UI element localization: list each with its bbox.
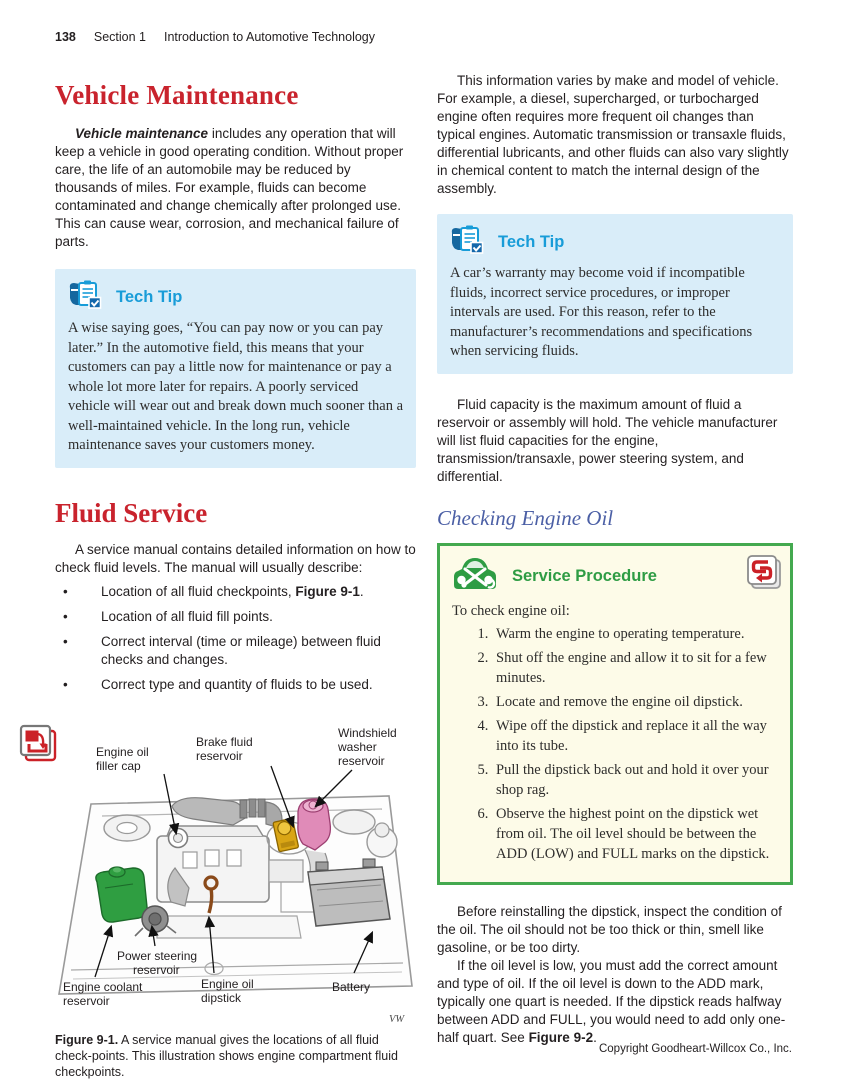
section-label: Section 1 xyxy=(93,30,146,44)
heading-checking-engine-oil: Checking Engine Oil xyxy=(437,505,614,530)
bold-term: Vehicle maintenance xyxy=(75,126,209,141)
paragraph-text: . xyxy=(593,1029,597,1045)
step-item: 1. Warm the engine to operating temperature. xyxy=(492,624,778,644)
tech-tip-clipboard-icon xyxy=(68,279,104,315)
label-engine-oil-dipstick: Engine oil xyxy=(201,976,254,991)
fluid-service-bullet-list xyxy=(55,583,416,694)
label-power-steering-reservoir: reservoir xyxy=(133,962,180,977)
figure-caption-number: Figure 9-1. xyxy=(55,1032,119,1047)
list-item xyxy=(55,676,416,694)
paragraph-text: If the oil level is low, you must add the correct amount and type of oil. If the oil level is down to the ADD mark, typically one quart is needed. If the dipstick reads halfway between ADD and FULL, you would need to add only one-half quart. See xyxy=(437,957,786,1045)
service-procedure-intro: To check engine oil: xyxy=(452,602,570,619)
figure-caption xyxy=(55,1032,416,1080)
figure-reference: Figure 9-2 xyxy=(528,1029,594,1045)
label-windshield-washer-reservoir: reservoir xyxy=(338,753,385,768)
figure-credit: VW xyxy=(389,1013,405,1025)
label-engine-coolant-reservoir: reservoir xyxy=(63,993,110,1008)
heading-vehicle-maintenance: Vehicle Maintenance xyxy=(55,80,299,110)
paragraph xyxy=(437,957,793,1047)
label-power-steering-reservoir: Power steering xyxy=(117,948,198,963)
web-link-icon xyxy=(17,722,59,769)
copyright-notice: Copyright Goodheart-Willcox Co., Inc. xyxy=(598,1043,792,1055)
tech-tip-title: Tech Tip xyxy=(498,232,565,251)
label-battery: Battery xyxy=(332,979,371,994)
step-item: 2. Shut off the engine and allow it to sit for a few minutes. xyxy=(492,648,778,688)
paragraph: Fluid capacity is the maximum amount of fluid a reservoir or assembly will hold. The vehicle manufacturer will list fluid capacities for the engine, transmission/transaxle, power steering system, and differential. xyxy=(437,396,778,484)
tech-tip-body: A wise saying goes, “You can pay now or you can pay later.” In the automotive field, this means that your customers can pay a little now for maintenance or pay a whole lot more later for repairs. A poorly serviced vehicle will wear out and break down much sooner than a well-maintained vehicle. In the long run, vehicle maintenance saves your customers money. xyxy=(68,320,404,453)
service-procedure-title: Service Procedure xyxy=(512,566,657,585)
tech-tip-body: A car’s warranty may become void if incompatible fluids, incorrect service procedures, or improper intervals are used. For this reason, refer to the manufacturer’s recommendations and specifications when servicing fluids. xyxy=(450,265,753,359)
engine-compartment-illustration xyxy=(55,720,416,1025)
step-item: 4. Wipe off the dipstick and replace it all the way into its tube. xyxy=(492,716,778,756)
list-item xyxy=(55,583,416,601)
left-column xyxy=(55,68,416,1080)
bullet-text: . xyxy=(359,583,364,599)
bullet-text: Location of all fluid fill points. xyxy=(101,608,273,624)
label-brake-fluid-reservoir: Brake fluid xyxy=(196,734,253,749)
page-number: 138 xyxy=(55,30,76,44)
tech-tip-box xyxy=(437,214,793,374)
label-engine-oil-dipstick: dipstick xyxy=(201,990,242,1005)
paragraph: This information varies by make and model of vehicle. For example, a diesel, supercharged, or turbocharged engine often requires more frequent oil changes than typical engines. Automatic transmission or transaxle fluids, differential lubricants, and other fluids can also vary slightly in chemical content to match the internal design of the assembly. xyxy=(437,73,789,196)
list-item xyxy=(55,633,416,669)
label-engine-coolant-reservoir: Engine coolant xyxy=(63,979,143,994)
label-windshield-washer-reservoir: washer xyxy=(338,739,377,754)
section-title: Introduction to Automotive Technology xyxy=(163,30,376,44)
tech-tip-clipboard-icon xyxy=(450,224,486,260)
bullet-text: Location of all fluid checkpoints, xyxy=(101,583,296,599)
figure-9-1 xyxy=(55,720,416,1080)
web-link-icon xyxy=(745,553,783,596)
figure-caption-text: A service manual gives the locations of all fluid check-points. This illustration shows engine compartment fluid checkpoints. xyxy=(55,1032,398,1079)
step-item: 3. Locate and remove the engine oil dipstick. xyxy=(492,692,778,712)
label-windshield-washer-reservoir: Windshield xyxy=(338,725,397,740)
bullet-text: Correct interval (time or mileage) between fluid checks and changes. xyxy=(101,633,381,667)
paragraph xyxy=(55,125,416,251)
paragraph-text: includes any operation that will keep a vehicle in good operating condition. Without proper care, the life of an automobile may be reduced by thousands of miles. For example, fluids can become contaminated and change chemically after prolonged use. This can cause wear, corrosion, and mechanical failure of parts. xyxy=(55,126,404,249)
step-item: 5. Pull the dipstick back out and hold it over your shop rag. xyxy=(492,760,778,800)
service-procedure-car-icon xyxy=(452,554,498,599)
paragraph: Before reinstalling the dipstick, inspect the condition of the oil. The oil should not be too thick or thin, smell like gasoline, or be too dirty. xyxy=(437,903,782,955)
service-procedure-box xyxy=(437,543,793,885)
figure-reference: Figure 9-1 xyxy=(295,583,360,599)
right-column xyxy=(437,68,793,1080)
running-header xyxy=(55,30,793,44)
bullet-text: Correct type and quantity of fluids to be used. xyxy=(101,676,373,692)
label-engine-oil-filler-cap: Engine oil xyxy=(96,744,149,759)
tech-tip-box xyxy=(55,269,416,468)
heading-fluid-service: Fluid Service xyxy=(55,497,208,528)
service-procedure-steps xyxy=(452,624,778,864)
label-engine-oil-filler-cap: filler cap xyxy=(96,758,141,773)
list-item xyxy=(55,608,416,626)
label-brake-fluid-reservoir: reservoir xyxy=(196,748,243,763)
tech-tip-title: Tech Tip xyxy=(116,287,183,306)
step-item: 6. Observe the highest point on the dipstick wet from oil. The oil level should be between the ADD (LOW) and FULL marks on the dipstick. xyxy=(492,804,778,864)
paragraph: A service manual contains detailed information on how to check fluid levels. The manual will usually describe: xyxy=(55,541,416,575)
